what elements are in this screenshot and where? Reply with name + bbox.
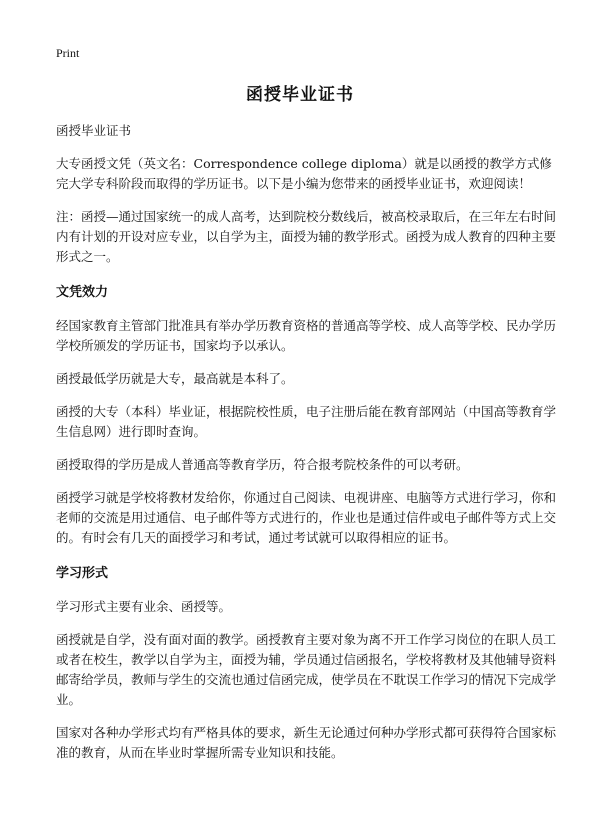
article-body (56, 121, 556, 776)
section-heading-effect: 文凭效力 (56, 285, 109, 300)
intro-subtitle: 函授毕业证书 (56, 123, 132, 138)
paragraph: 函授学习就是学校将教材发给你，你通过自己阅读、电视讲座、电脑等方式进行学习，你和老师的交流是用过通信、电子邮件等方式进行的，作业也是通过信件或电子邮件等方式上交的。有时会有几天的面授学习和考试，通过考试就可以取得相应的证书。 (56, 490, 557, 545)
paragraph: 函授的大专（本科）毕业证，根据院校性质，电子注册后能在教育部网站（中国高等教育学生信息网）进行即时查询。 (56, 404, 557, 439)
paragraph: 学习形式主要有业余、函授等。 (56, 599, 232, 614)
paragraph: 函授最低学历就是大专，最高就是本科了。 (56, 371, 294, 386)
page-title: 函授毕业证书 (246, 85, 354, 105)
paragraph: 函授取得的学历是成人普通高等教育学历，符合报考院校条件的可以考研。 (56, 457, 469, 472)
print-link[interactable]: Print (56, 46, 80, 60)
note-paragraph: 注：函授—通过国家统一的成人高考，达到院校分数线后，被高校录取后，在三年左右时间内有计划的开设对应专业，以自学为主，面授为辅的教学形式。函授为成人教育的四种主要形式之一。 (56, 209, 557, 264)
paragraph: 经国家教育主管部门批准具有举办学历教育资格的普通高等学校、成人高等学校、民办学历学校所颁发的学历证书，国家均予以承认。 (56, 318, 557, 353)
intro-paragraph: 大专函授文凭（英文名：Correspondence college diploma）就是以函授的教学方式修完大学专科阶段而取得的学历证书。以下是小编为您带来的函授毕业证书，欢迎阅读！ (56, 156, 552, 191)
section-heading-study-form: 学习形式 (56, 566, 109, 581)
paragraph: 函授就是自学，没有面对面的教学。函授教育主要对象为离不开工作学习岗位的在职人员工或者在校生，教学以自学为主，面授为辅，学员通过信函报名，学校将教材及其他辅导资料邮寄给学员，教师与学生的交流也通过信函完成，使学员在不耽误工作学习的情况下完成学业。 (56, 632, 557, 707)
paragraph: 国家对各种办学形式均有严格具体的要求，新生无论通过何种办学形式都可获得符合国家标准的教育，从而在毕业时掌握所需专业知识和技能。 (56, 725, 557, 760)
